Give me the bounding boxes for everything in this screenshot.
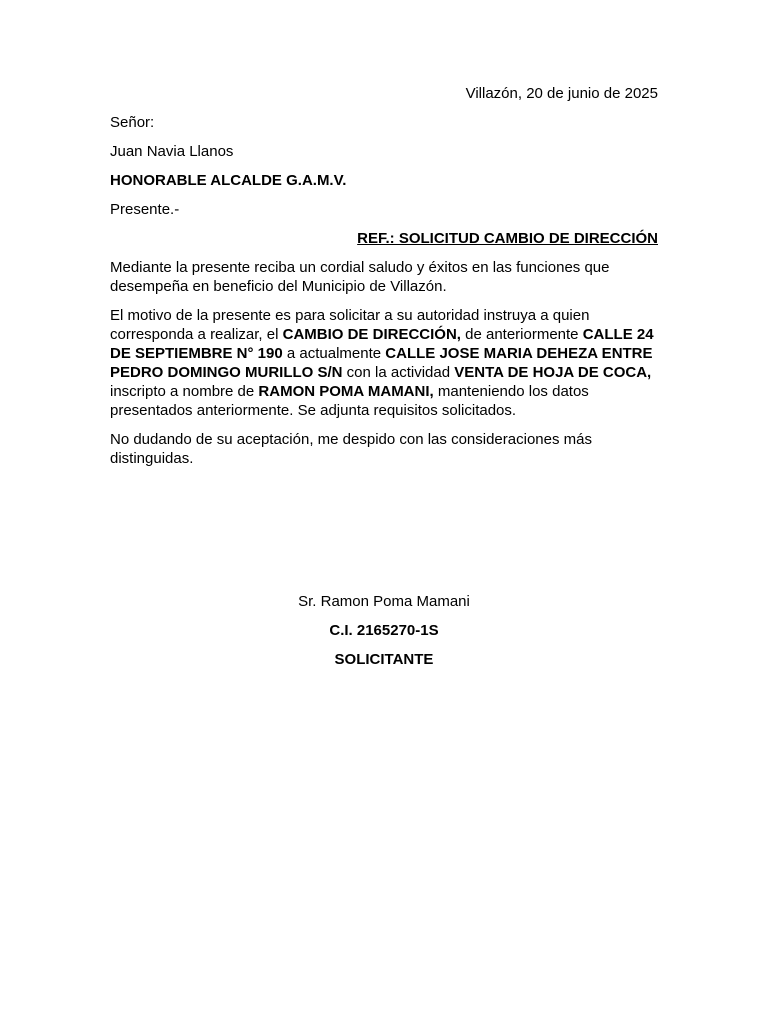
signature-name: Sr. Ramon Poma Mamani	[298, 593, 470, 610]
request-bold-new-address: CALLE JOSE MARIA DEHEZA ENTRE PEDRO DOMINGO MURILLO S/N	[110, 345, 653, 381]
recipient-name: Juan Navia Llanos	[110, 143, 234, 160]
request-text-3: a actualmente	[282, 345, 386, 362]
signature-ci: C.I. 2165270-1S	[329, 622, 439, 639]
request-text-1: El motivo de la presente es para solicitar a su autoridad instruya a quien corresponda a realizar, el	[110, 307, 590, 343]
request-text-4: con la actividad	[342, 364, 455, 381]
salutation: Señor:	[110, 114, 155, 131]
request-bold-activity: VENTA DE HOJA DE COCA,	[454, 364, 652, 381]
recipient-title: HONORABLE ALCALDE G.A.M.V.	[110, 172, 347, 189]
reference-line: REF.: SOLICITUD CAMBIO DE DIRECCIÓN	[357, 230, 658, 247]
paragraph-greeting: Mediante la presente reciba un cordial saludo y éxitos en las funciones que desempeña en beneficio del Municipio de Villazón.	[110, 259, 610, 295]
presente-line: Presente.-	[110, 201, 180, 218]
signature-block	[110, 592, 658, 669]
paragraph-request	[110, 306, 658, 420]
paragraph-closing: No dudando de su aceptación, me despido con las consideraciones más distinguidas.	[110, 431, 592, 467]
request-bold-change: CAMBIO DE DIRECCIÓN,	[282, 326, 461, 343]
request-bold-owner: RAMON POMA MAMANI,	[258, 383, 434, 400]
request-text-5: inscripto a nombre de	[110, 383, 259, 400]
request-text-6: manteniendo los datos presentados anteriormente. Se adjunta requisitos solicitados.	[110, 383, 589, 419]
date-line: Villazón, 20 de junio de 2025	[465, 85, 658, 102]
request-text-2: de anteriormente	[460, 326, 583, 343]
signature-role: SOLICITANTE	[334, 651, 434, 668]
request-bold-old-address: CALLE 24 DE SEPTIEMBRE N° 190	[110, 326, 654, 362]
